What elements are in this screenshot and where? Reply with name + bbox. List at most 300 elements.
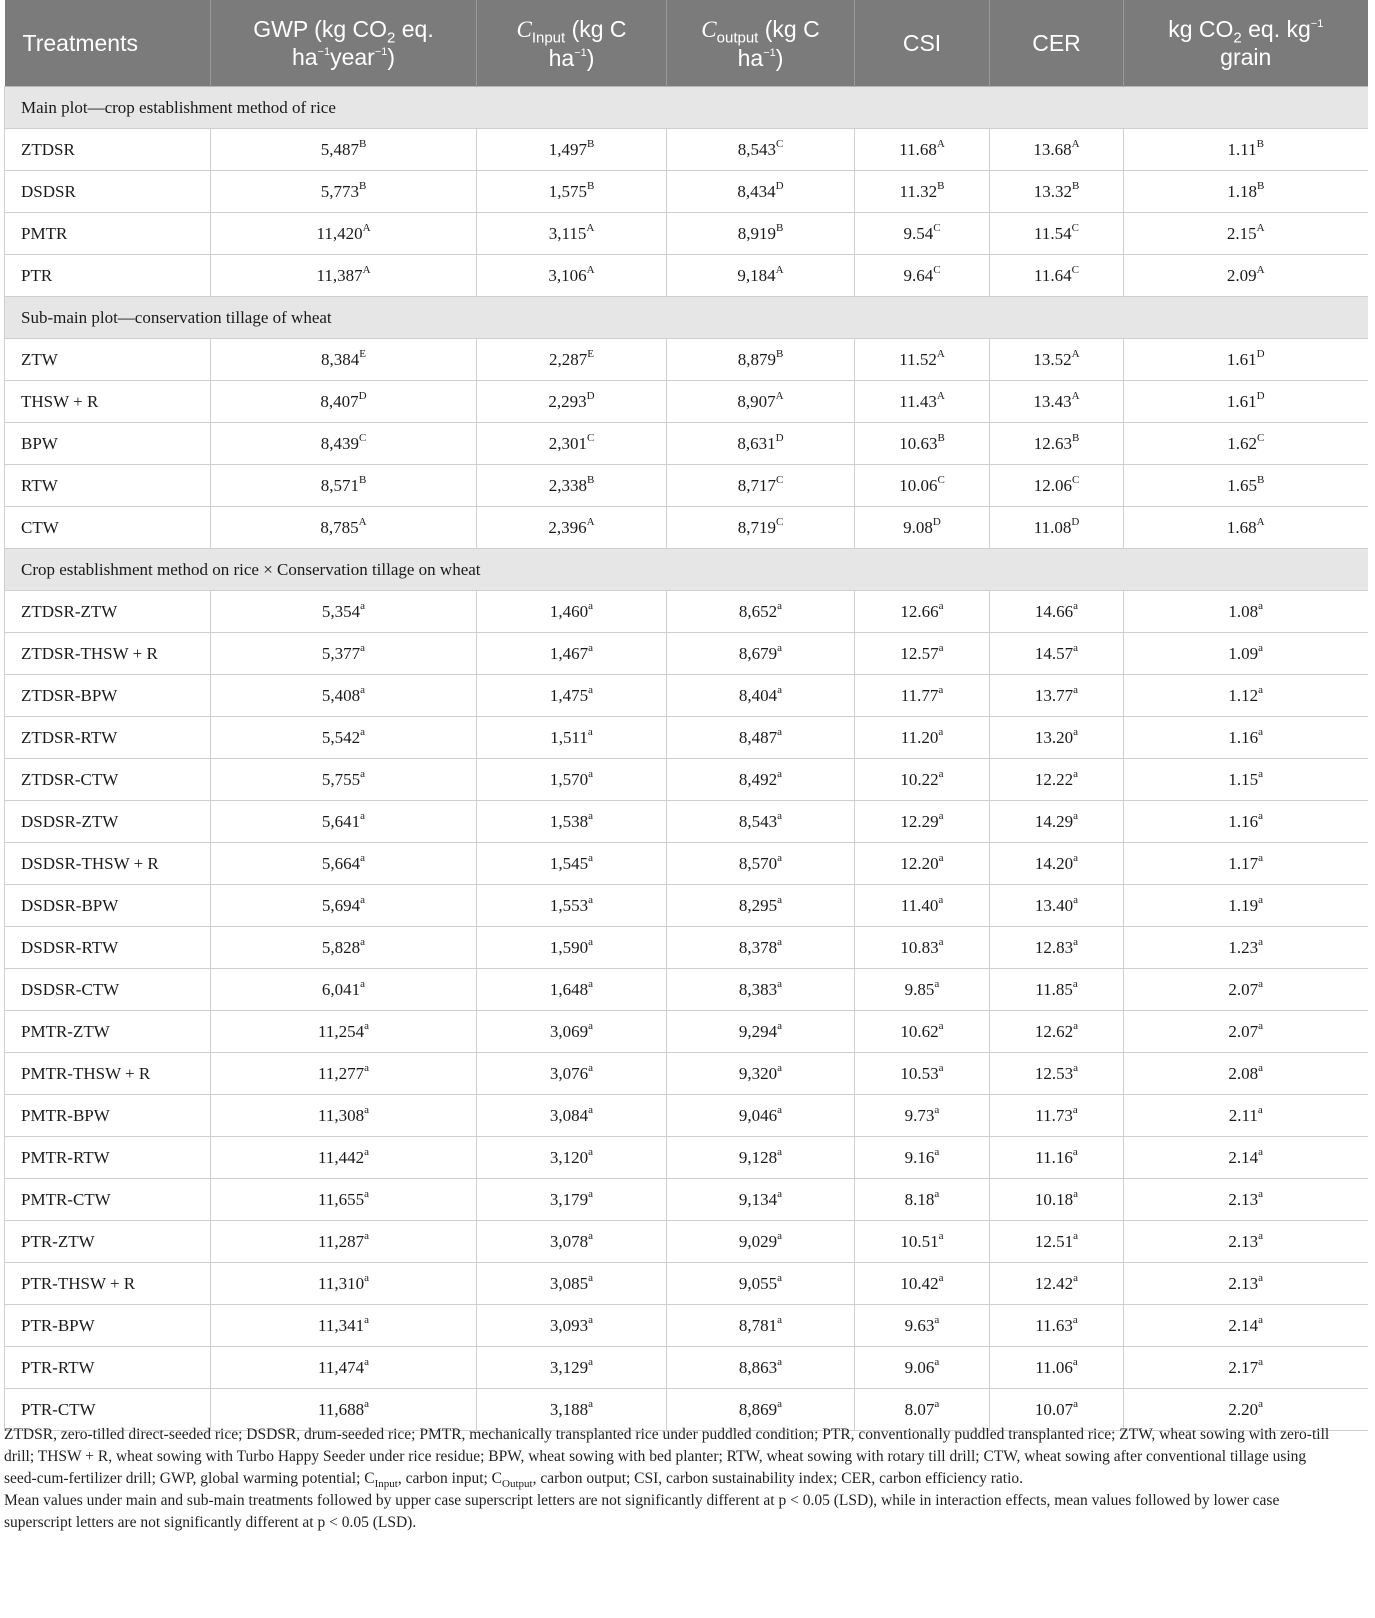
cell-c-input [477,507,667,549]
significance-letter: a [777,641,783,654]
cell-gwp [211,759,477,801]
significance-letter: a [777,1019,783,1032]
cell-value: 5,641 [321,811,361,831]
cell-value: 9.63 [904,1315,935,1335]
cell-value: 10.18 [1034,1189,1074,1209]
cell-cer [990,717,1124,759]
cell-value: 9,320 [738,1063,778,1083]
cell-value: 11,308 [317,1105,365,1125]
cell-csi [855,129,990,171]
cell-cer [990,465,1124,507]
cell-value: 9.06 [904,1357,935,1377]
significance-letter: a [588,977,594,990]
cell-value: 3,085 [549,1273,589,1293]
treatment-name: ZTDSR-RTW [5,717,211,759]
cell-csi [855,591,990,633]
cell-kg-co2-per-kg-grain [1124,1053,1368,1095]
cell-value: 10.06 [899,475,938,495]
cell-csi [855,171,990,213]
treatment-name: BPW [5,423,211,465]
cell-value: 11.08 [1033,517,1072,537]
cell-value: 6,041 [321,979,361,999]
significance-letter: A [358,515,367,528]
cell-value: 5,487 [320,139,359,159]
cell-value: 11,420 [316,223,363,243]
cell-kg-co2-per-kg-grain [1124,591,1368,633]
table-row [5,1053,1368,1095]
cell-value: 9.54 [903,223,934,243]
table-row [5,1011,1368,1053]
significance-letter: a [1073,1229,1079,1242]
cell-gwp [211,969,477,1011]
cell-c-output [667,255,855,297]
significance-letter: a [1258,1145,1264,1158]
cell-value: 14.57 [1034,643,1074,663]
cell-value: 12.51 [1034,1231,1074,1251]
significance-letter: a [1257,1103,1263,1116]
header-treatments: Treatments [5,0,211,87]
table-row [5,885,1368,927]
cell-value: 12.62 [1034,1021,1074,1041]
significance-letter: a [364,1187,369,1200]
cell-value: 10.63 [899,433,938,453]
cell-cer [990,591,1124,633]
significance-letter: A [1256,221,1265,234]
cell-value: 8,407 [320,391,359,411]
cell-value: 3,129 [549,1357,589,1377]
cell-value: 3,115 [548,223,587,243]
cell-value: 2.13 [1228,1189,1259,1209]
cell-csi [855,1305,990,1347]
significance-letter: A [775,263,784,276]
significance-letter: a [1258,1187,1264,1200]
significance-letter: a [1072,1313,1078,1326]
cell-value: 9,128 [738,1147,778,1167]
significance-letter: A [1256,515,1265,528]
cell-value: 2.17 [1228,1357,1259,1377]
significance-letter: D [932,515,941,528]
cell-c-output [667,1095,855,1137]
cell-value: 9.64 [903,265,934,285]
table-row [5,1179,1368,1221]
treatment-name: ZTW [5,339,211,381]
significance-letter: C [775,137,784,150]
cell-cer [990,423,1124,465]
significance-letter: a [1258,767,1264,780]
cell-value: 8,571 [320,475,359,495]
significance-letter: a [938,1019,944,1032]
table-row [5,171,1368,213]
significance-letter: a [364,1271,369,1284]
cell-value: 11,310 [317,1273,365,1293]
treatment-name: DSDSR-THSW + R [5,843,211,885]
cell-c-input [477,171,667,213]
cell-kg-co2-per-kg-grain [1124,675,1368,717]
cell-value: 8,570 [738,853,778,873]
cell-c-output [667,843,855,885]
significance-letter: a [1258,977,1264,990]
footnote-significance: Mean values under main and sub-main treatments followed by upper case superscript letters are not significantly different at p < 0.05 (LSD), while in interaction effects, mean values followed by lower case superscript letters are not significantly different at p < 0.05 (LSD). [4,1492,1280,1531]
header-c-output: $C_{output}$ (kg C $ha^{-1}$) [667,0,855,87]
significance-letter: a [364,1313,369,1326]
significance-letter: a [938,893,944,906]
cell-value: 14.20 [1034,853,1074,873]
significance-letter: a [1072,1103,1078,1116]
cell-value: 11.54 [1034,223,1072,243]
significance-letter: a [777,1229,783,1242]
significance-letter: a [1258,935,1264,948]
cell-c-output [667,591,855,633]
cell-value: 9,294 [738,1021,778,1041]
significance-letter: a [588,809,594,822]
significance-letter: C [1071,473,1080,486]
cell-c-input [477,1137,667,1179]
cell-cer [990,1137,1124,1179]
table-header [5,0,1368,87]
cell-c-input [477,885,667,927]
cell-value: 2.13 [1228,1231,1259,1251]
cell-value: 9,055 [738,1273,778,1293]
cell-kg-co2-per-kg-grain [1124,423,1368,465]
cell-value: 8,717 [737,475,776,495]
significance-letter: a [588,1355,594,1368]
cell-cer [990,1011,1124,1053]
cell-value: 2.07 [1228,979,1259,999]
cell-gwp [211,591,477,633]
footnote-abbreviations: ZTDSR, zero-tilled direct-seeded rice; DSDSR, drum-seeded rice; PMTR, mechanically transplanted rice under puddled condition; PTR, conventionally puddled transplanted rice; ZTW, wheat sowing with zero-till drill; THSW + R, wheat sowing with Turbo Happy Seeder under rice residue; BPW, wheat sowing with bed planter; RTW, wheat sowing with rotary till drill; CTW, wheat sowing after conventional tillage using seed-cum-fertilizer drill; GWP, global warming potential; $C_{Input}$, carbon input; $C_{Output}$, carbon output; CSI, carbon sustainability index; CER, carbon efficiency ratio. [4,1426,1330,1491]
cell-value: 9.08 [903,517,933,537]
table-row [5,675,1368,717]
cell-c-input [477,1305,667,1347]
treatment-name: PMTR-ZTW [5,1011,211,1053]
cell-value: 2.07 [1228,1021,1259,1041]
cell-csi [855,339,990,381]
significance-letter: B [775,221,784,234]
cell-c-output [667,759,855,801]
cell-kg-co2-per-kg-grain [1124,1347,1368,1389]
significance-letter: a [938,599,944,612]
cell-csi [855,843,990,885]
cell-value: 2,338 [548,475,587,495]
cell-value: 9,134 [738,1189,778,1209]
cell-value: 1.65 [1227,475,1257,495]
cell-c-input [477,1095,667,1137]
cell-cer [990,969,1124,1011]
significance-letter: a [364,1145,369,1158]
cell-c-output [667,1011,855,1053]
significance-letter: A [362,221,371,234]
cell-value: 11,387 [316,265,363,285]
cell-value: 9,029 [738,1231,778,1251]
significance-letter: a [777,683,783,696]
table-row [5,759,1368,801]
cell-c-input [477,1179,667,1221]
cell-c-output [667,1305,855,1347]
significance-letter: a [588,851,594,864]
significance-letter: C [933,263,941,276]
cell-csi [855,927,990,969]
cell-kg-co2-per-kg-grain [1124,1305,1368,1347]
cell-value: 11,474 [317,1357,365,1377]
cell-csi [855,1221,990,1263]
cell-value: 1,553 [549,895,589,915]
cell-c-input [477,717,667,759]
cell-c-output [667,969,855,1011]
cell-value: 8,869 [738,1399,778,1419]
significance-letter: a [1258,893,1264,906]
significance-letter: a [360,851,366,864]
cell-kg-co2-per-kg-grain [1124,759,1368,801]
cell-cer [990,759,1124,801]
cell-gwp [211,1137,477,1179]
significance-letter: A [586,263,595,276]
cell-c-input [477,1347,667,1389]
significance-letter: A [936,347,945,360]
cell-c-input [477,339,667,381]
cell-c-input [477,1263,667,1305]
cell-value: 5,408 [321,685,361,705]
significance-letter: a [777,1061,783,1074]
cell-value: 10.42 [900,1273,939,1293]
cell-value: 1,648 [549,979,589,999]
cell-value: 8,434 [737,181,776,201]
significance-letter: A [586,515,595,528]
cell-cer [990,255,1124,297]
cell-csi [855,717,990,759]
cell-value: 8,679 [738,643,778,663]
cell-c-input [477,255,667,297]
significance-letter: a [934,1397,940,1410]
cell-c-output [667,213,855,255]
significance-letter: a [1258,1355,1264,1368]
table-row [5,339,1368,381]
significance-letter: B [1256,473,1265,486]
cell-value: 2.20 [1228,1399,1259,1419]
cell-value: 8,384 [321,349,360,369]
cell-value: 12.57 [900,643,939,663]
table-row [5,1221,1368,1263]
cell-value: 1,575 [548,181,587,201]
cell-value: 2,396 [548,517,587,537]
cell-value: 8,543 [738,811,778,831]
significance-letter: D [775,179,784,192]
cell-c-output [667,465,855,507]
cell-c-output [667,885,855,927]
cell-value: 3,076 [549,1063,589,1083]
significance-letter: B [586,179,595,192]
cell-value: 1.17 [1228,853,1259,873]
significance-letter: a [777,1313,783,1326]
table-row [5,1095,1368,1137]
cell-csi [855,1053,990,1095]
cell-csi [855,1137,990,1179]
cell-cer [990,507,1124,549]
cell-csi [855,1179,990,1221]
table-row [5,927,1368,969]
cell-csi [855,213,990,255]
header-c-input: $C_{Input}$ (kg C $ha^{-1}$) [477,0,667,87]
cell-value: 3,084 [549,1105,589,1125]
cell-cer [990,129,1124,171]
significance-letter: a [934,1145,940,1158]
results-table [4,0,1368,1431]
significance-letter: a [588,893,594,906]
cell-csi [855,255,990,297]
significance-letter: a [777,893,783,906]
cell-c-input [477,129,667,171]
cell-cer [990,213,1124,255]
cell-value: 5,377 [321,643,361,663]
cell-value: 11,341 [317,1315,365,1335]
cell-c-output [667,801,855,843]
significance-letter: a [360,599,366,612]
cell-gwp [211,885,477,927]
significance-letter: B [358,137,367,150]
significance-letter: A [1071,137,1080,150]
table-row [5,843,1368,885]
treatment-name: ZTDSR [5,129,211,171]
significance-letter: a [588,1313,594,1326]
section-title: Main plot—crop establishment method of rice [5,87,1368,129]
cell-gwp [211,129,477,171]
treatment-name: RTW [5,465,211,507]
cell-value: 13.68 [1033,139,1072,159]
significance-letter: B [358,179,367,192]
significance-letter: a [588,1061,594,1074]
significance-letter: A [775,389,784,402]
cell-value: 3,120 [549,1147,589,1167]
cell-csi [855,759,990,801]
significance-letter: a [938,851,944,864]
table-row [5,423,1368,465]
cell-value: 8,785 [320,517,359,537]
cell-value: 1.61 [1226,391,1257,411]
cell-gwp [211,339,477,381]
cell-value: 11.43 [899,391,937,411]
significance-letter: a [934,1313,940,1326]
cell-c-output [667,633,855,675]
cell-value: 2,287 [549,349,588,369]
cell-csi [855,1347,990,1389]
cell-value: 10.83 [900,937,939,957]
significance-letter: a [588,1019,594,1032]
cell-value: 12.42 [1034,1273,1074,1293]
cell-value: 1.09 [1228,643,1259,663]
header-gwp: GWP (kg $CO_2$ eq. $ha^{-1}year^{-1}$) [211,0,477,87]
cell-value: 13.32 [1033,181,1072,201]
cell-cer [990,171,1124,213]
significance-letter: a [364,1229,369,1242]
significance-letter: a [1073,851,1079,864]
significance-letter: a [934,1355,940,1368]
treatment-name: PTR-ZTW [5,1221,211,1263]
significance-letter: a [588,1397,594,1410]
significance-letter: a [360,725,366,738]
cell-c-input [477,591,667,633]
treatment-name: PTR-THSW + R [5,1263,211,1305]
cell-value: 1,467 [549,643,589,663]
cell-kg-co2-per-kg-grain [1124,381,1368,423]
cell-csi [855,507,990,549]
significance-letter: B [1256,179,1265,192]
table-row [5,213,1368,255]
significance-letter: a [938,641,944,654]
cell-value: 2.13 [1228,1273,1259,1293]
table-row [5,129,1368,171]
cell-gwp [211,1053,477,1095]
cell-kg-co2-per-kg-grain [1124,1095,1368,1137]
significance-letter: a [1073,599,1079,612]
cell-c-output [667,1179,855,1221]
cell-value: 8,907 [737,391,776,411]
cell-value: 11.85 [1035,979,1073,999]
significance-letter: B [586,137,595,150]
significance-letter: C [933,221,941,234]
cell-gwp [211,1221,477,1263]
table-row [5,969,1368,1011]
significance-letter: B [937,431,945,444]
cell-value: 10.07 [1034,1399,1074,1419]
cell-gwp [211,633,477,675]
treatment-name: DSDSR-BPW [5,885,211,927]
cell-csi [855,1263,990,1305]
cell-c-input [477,1053,667,1095]
significance-letter: a [364,1103,369,1116]
cell-kg-co2-per-kg-grain [1124,1137,1368,1179]
cell-gwp [211,717,477,759]
cell-value: 3,069 [549,1021,589,1041]
cell-value: 2.14 [1228,1315,1259,1335]
treatment-name: PTR [5,255,211,297]
significance-letter: a [360,935,366,948]
cell-cer [990,381,1124,423]
significance-letter: a [777,1271,783,1284]
significance-letter: a [938,725,944,738]
significance-letter: a [588,1187,594,1200]
significance-letter: a [1073,725,1079,738]
significance-letter: a [1072,1145,1078,1158]
cell-cer [990,633,1124,675]
significance-letter: a [364,1397,369,1410]
header-csi: CSI [855,0,990,87]
significance-letter: a [1258,725,1264,738]
significance-letter: A [936,137,945,150]
cell-value: 11,287 [317,1231,365,1251]
table-body [5,87,1368,1431]
significance-letter: D [1071,515,1080,528]
cell-value: 8,543 [737,139,776,159]
cell-cer [990,675,1124,717]
significance-letter: A [1071,389,1080,402]
cell-value: 11.64 [1034,265,1072,285]
significance-letter: a [1073,1397,1079,1410]
cell-value: 9,046 [738,1105,778,1125]
cell-kg-co2-per-kg-grain [1124,1011,1368,1053]
significance-letter: C [358,431,367,444]
cell-kg-co2-per-kg-grain [1124,339,1368,381]
cell-value: 11.63 [1035,1315,1073,1335]
cell-cer [990,1053,1124,1095]
cell-gwp [211,255,477,297]
cell-value: 8,919 [737,223,776,243]
significance-letter: D [775,431,784,444]
cell-c-input [477,423,667,465]
cell-kg-co2-per-kg-grain [1124,885,1368,927]
cell-gwp [211,213,477,255]
cell-c-input [477,213,667,255]
significance-letter: B [775,347,784,360]
cell-c-output [667,129,855,171]
